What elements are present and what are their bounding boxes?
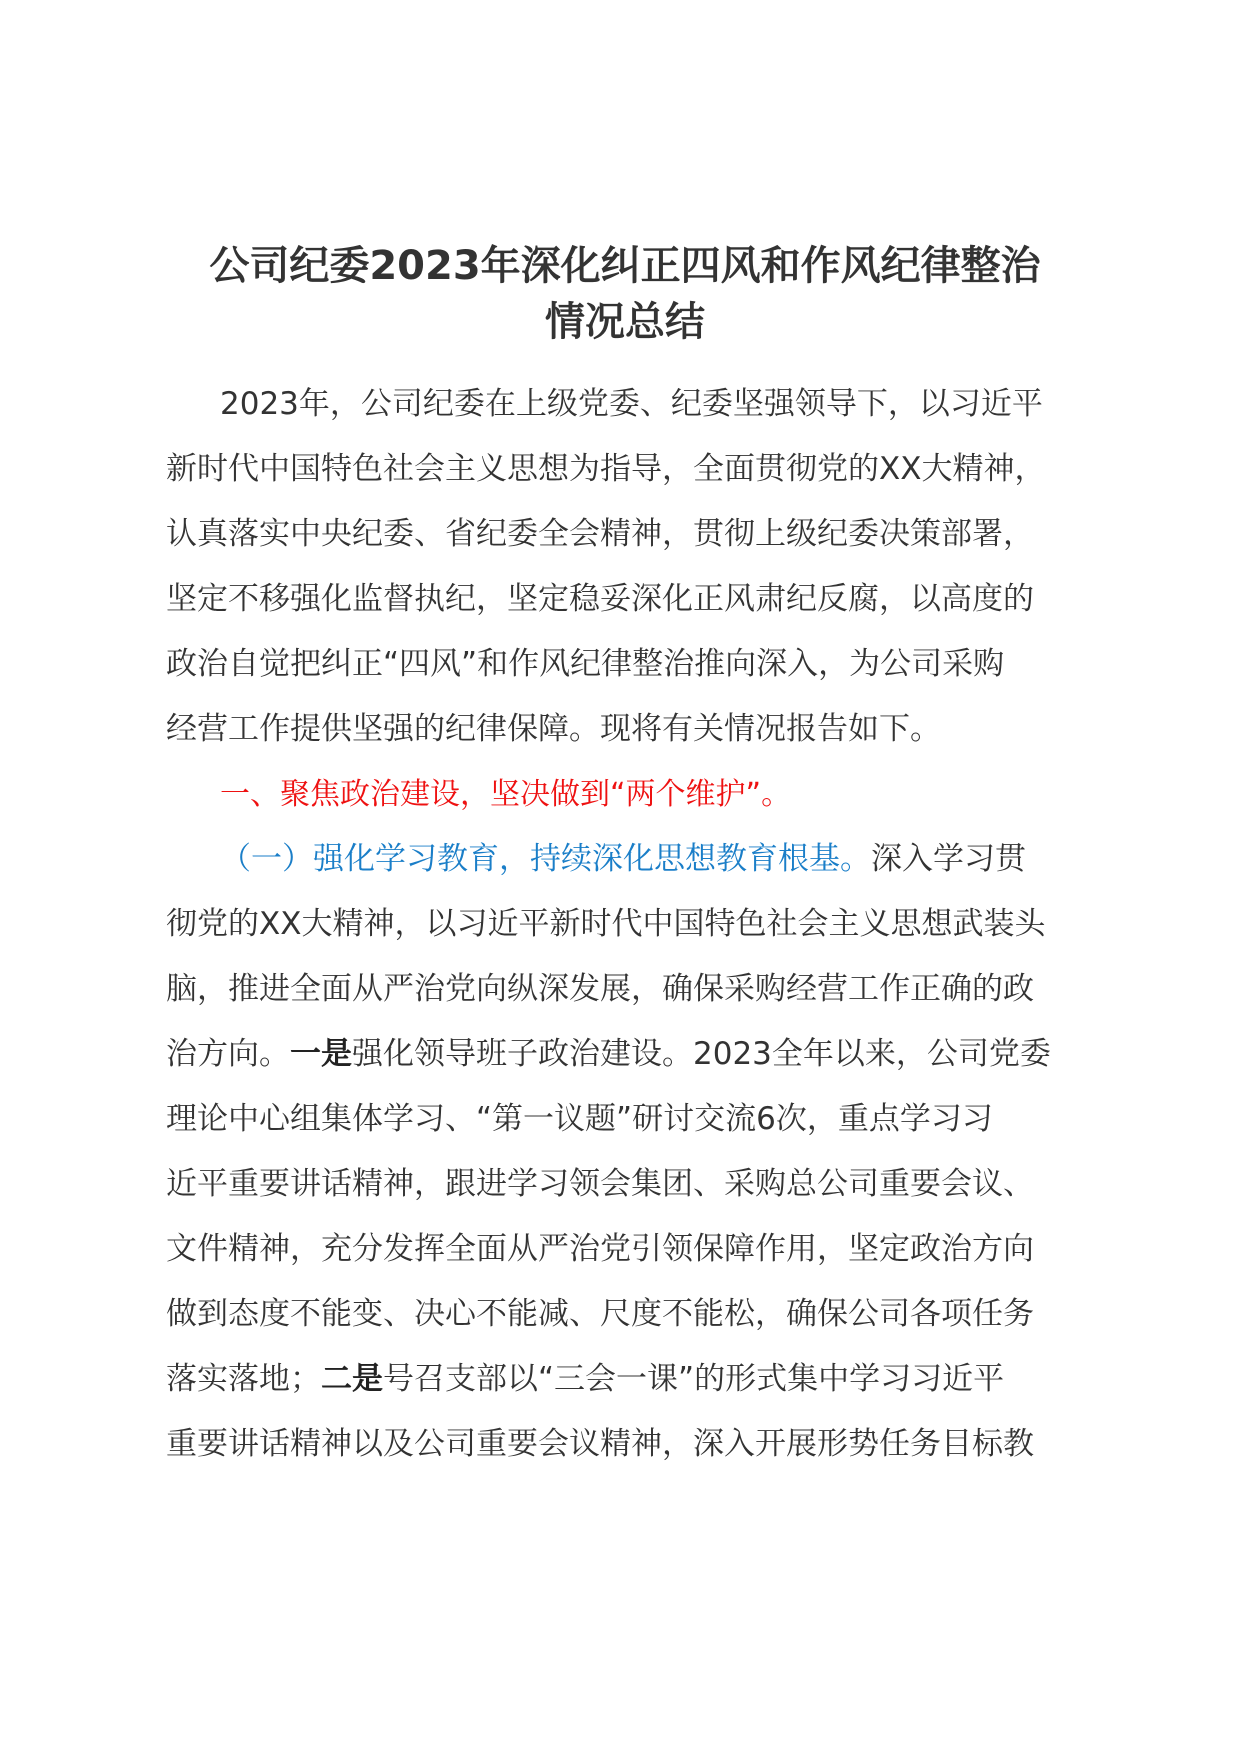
- paragraph-line: 重要讲话精神以及公司重要会议精神，深入开展形势任务目标教: [166, 1426, 1034, 1462]
- paragraph-line: 理论中心组集体学习、“第一议题”研讨交流6次，重点学习习: [166, 1101, 993, 1137]
- paragraph-line: [166, 1347, 1106, 1412]
- paragraph-line: 文件精神，充分发挥全面从严治党引领保障作用，坚定政治方向: [166, 1231, 1034, 1267]
- title-line-1: 公司纪委2023年深化纠正四风和作风纪律整治: [209, 243, 1041, 289]
- intro-line: 政治自觉把纠正“四风”和作风纪律整治推向深入，为公司采购: [166, 646, 1005, 682]
- section-1: [166, 762, 1106, 827]
- paragraph-text: 深入学习贯: [871, 841, 1026, 877]
- point-marker-1: 一是: [290, 1036, 352, 1072]
- title-line-2: 情况总结: [545, 299, 705, 345]
- paragraph-text: 治方向。: [166, 1036, 290, 1072]
- intro-line: 认真落实中央纪委、省纪委全会精神，贯彻上级纪委决策部署，: [166, 516, 1034, 552]
- intro-line: 经营工作提供坚强的纪律保障。现将有关情况报告如下。: [166, 711, 941, 747]
- subsection-1-heading: （一）强化学习教育，持续深化思想教育根基。: [220, 841, 871, 877]
- subsection-1-first-line: [166, 827, 1106, 892]
- document-title: [150, 238, 1100, 350]
- intro-line: 2023年，公司纪委在上级党委、纪委坚强领导下，以习近平: [220, 386, 1043, 422]
- paragraph-line: 脑，推进全面从严治党向纵深发展，确保采购经营工作正确的政: [166, 971, 1034, 1007]
- paragraph-text: 落实落地；: [166, 1361, 321, 1397]
- intro-paragraph: [166, 372, 1106, 762]
- paragraph-line: 做到态度不能变、决心不能减、尺度不能松，确保公司各项任务: [166, 1296, 1034, 1332]
- paragraph-line: [166, 1022, 1106, 1087]
- intro-line: 新时代中国特色社会主义思想为指导，全面贯彻党的XX大精神，: [166, 451, 1046, 487]
- paragraph-line: 彻党的XX大精神，以习近平新时代中国特色社会主义思想武装头: [166, 906, 1046, 942]
- paragraph-text: 号召支部以“三会一课”的形式集中学习习近平: [383, 1361, 1005, 1397]
- point-marker-2: 二是: [321, 1361, 383, 1397]
- intro-line: 坚定不移强化监督执纪，坚定稳妥深化正风肃纪反腐，以高度的: [166, 581, 1034, 617]
- paragraph-line: 近平重要讲话精神，跟进学习领会集团、采购总公司重要会议、: [166, 1166, 1034, 1202]
- subsection-1-paragraph: [166, 827, 1106, 1477]
- section-1-heading: 一、聚焦政治建设，坚决做到“两个维护”。: [220, 777, 792, 812]
- paragraph-text: 强化领导班子政治建设。2023全年以来，公司党委: [352, 1036, 1051, 1072]
